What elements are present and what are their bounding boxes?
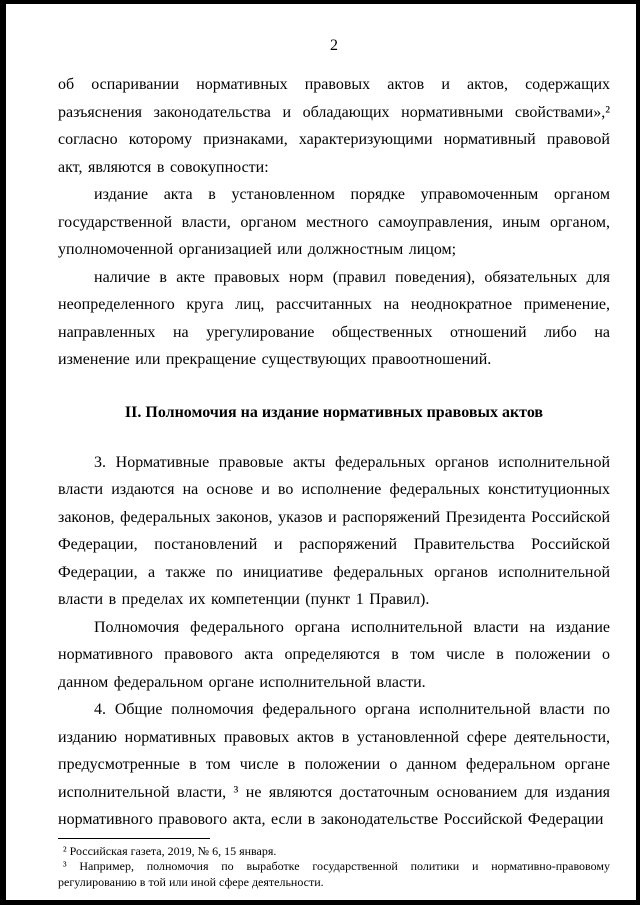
body-paragraph-authority: Полномочия федерального органа исполнительной власти на издание нормативного правового акта определяются в том числе в положении о данном федеральном органе исполнительной власти. <box>58 618 610 691</box>
body-paragraph-item-3: 3. Нормативные правовые акты федеральных органов исполнительной власти издаются на основе и во исполнение федеральных конституционных законов, федеральных законов, указов и распоряжений Президента Российской Федерации, постановлений и распоряжений Правительства Российской Федерации, а также по инициативе федеральных органов исполнительной власти в пределах их компетенции (пункт 1 Правил). <box>58 453 610 608</box>
footnote-divider <box>58 838 210 839</box>
body-paragraph-act-issuance: издание акта в установленном порядке управомоченным органом государственной власти, органом местного самоуправления, иным органом, уполномоченной организацией или должностным лицом; <box>58 186 610 258</box>
footnotes-section <box>58 838 610 891</box>
body-paragraph-continuation: об оспаривании нормативных правовых актов и актов, содержащих разъяснения законодательства и обладающих нормативными свойствами»,² согласно которому признаками, характеризующими нормативный правовой акт, являются в совокупности: <box>58 76 610 176</box>
footnote-3: ³ Например, полномочия по выработке государственной политики и нормативно-правовому регулированию в той или иной сфере деятельности. <box>58 859 610 889</box>
body-paragraph-legal-norms: наличие в акте правовых норм (правил поведения), обязательных для неопределенного круга лиц, рассчитанных на неоднократное применение, направленных на урегулирование общественных отношений либо на изменение или прекращение существующих правоотношений. <box>58 268 610 368</box>
section-heading: II. Полномочия на издание нормативных правовых актов <box>124 403 544 421</box>
footnote-2: ² Российская газета, 2019, № 6, 15 января. <box>63 843 277 858</box>
body-paragraph-item-4: 4. Общие полномочия федерального органа исполнительной власти по изданию нормативных правовых актов в установленной сфере деятельности, предусмотренные в том числе в положении о данном федеральном органе исполнительной власти, ³ не являются достаточным основанием для издания нормативного правового акта, если в законодательстве Российской Федерации <box>58 701 610 828</box>
page-number: 2 <box>330 37 338 54</box>
